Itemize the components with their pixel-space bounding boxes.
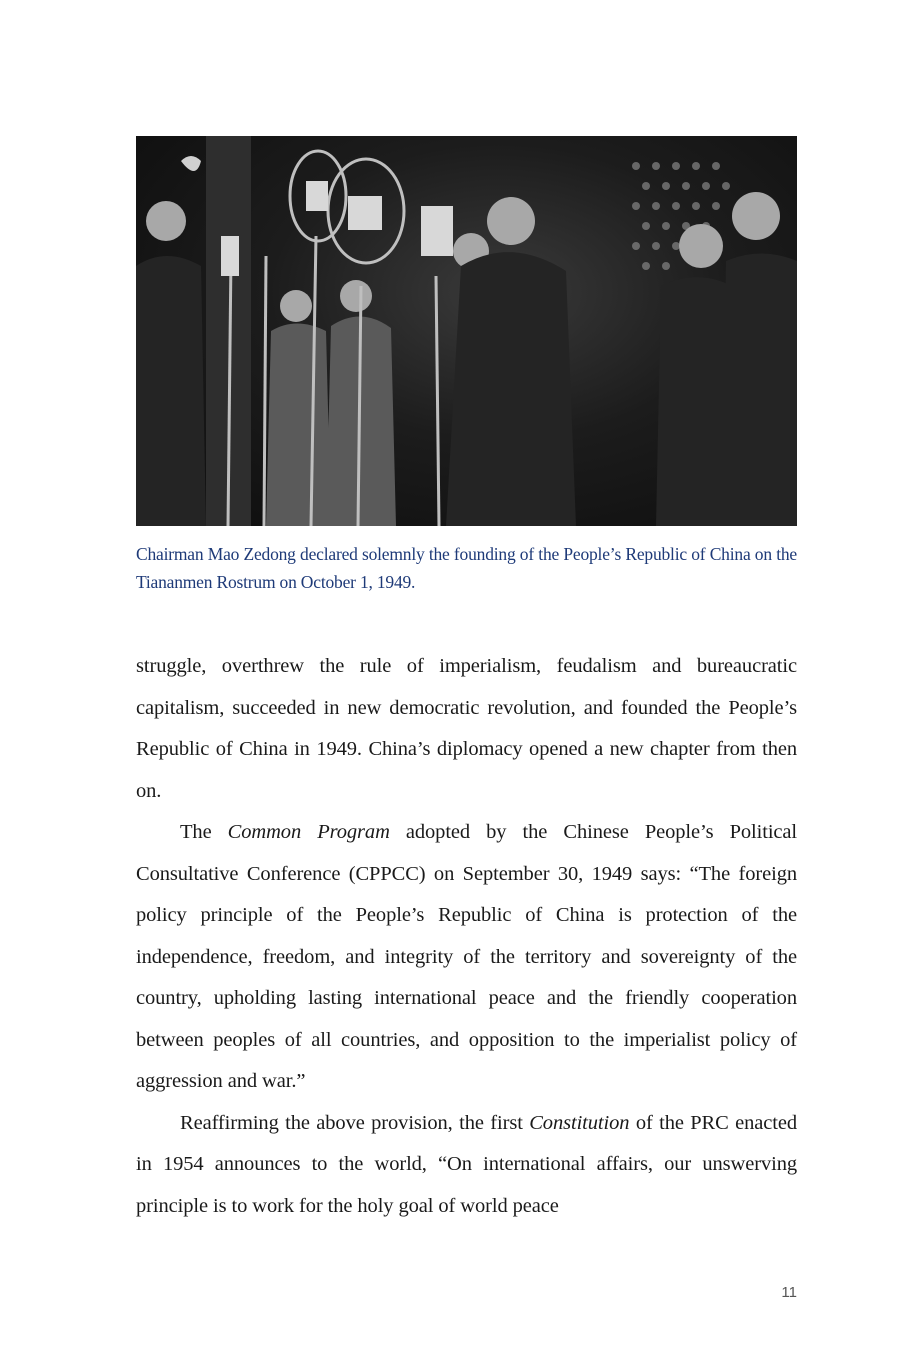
paragraph-text: The <box>180 821 228 843</box>
photo-caption: Chairman Mao Zedong declared solemnly the founding of the People’s Republic of China on the Tiananmen Rostrum on October 1, 1949. <box>136 544 797 592</box>
photo-illustration <box>136 136 797 526</box>
paragraph <box>136 1103 797 1228</box>
body-text <box>136 646 797 1227</box>
paragraph <box>136 812 797 1103</box>
paragraph <box>136 646 797 812</box>
paragraph-text: adopted by the Chinese People’s Political Consultative Conference (CPPCC) on September 30, 1949 says: “The foreign policy principle of the People’s Republic of China is protection of the independence, freedom, and integrity of the territory and sovereignty of the country, upholding lasting international peace and the friendly cooperation between peoples of all countries, and opposition to the imperialist policy of aggression and war.” <box>136 821 798 1092</box>
document-title-italic: Constitution <box>529 1111 630 1134</box>
paragraph-text: Reaffirming the above provision, the first <box>180 1111 530 1134</box>
page-number: 11 <box>781 1284 797 1301</box>
historical-photo <box>136 136 797 526</box>
document-title-italic: Common Program <box>227 821 390 843</box>
paragraph-text: of the PRC enacted in 1954 announces to the world, “On international affairs, our unswerving principle is to work for the holy goal of world peace <box>136 1111 798 1217</box>
paragraph-text: struggle, overthrew the rule of imperialism, feudalism and bureaucratic capitalism, succeeded in new democratic revolution, and founded the People’s Republic of China in 1949. China’s diplomacy opened a new chapter from then on. <box>136 655 797 802</box>
